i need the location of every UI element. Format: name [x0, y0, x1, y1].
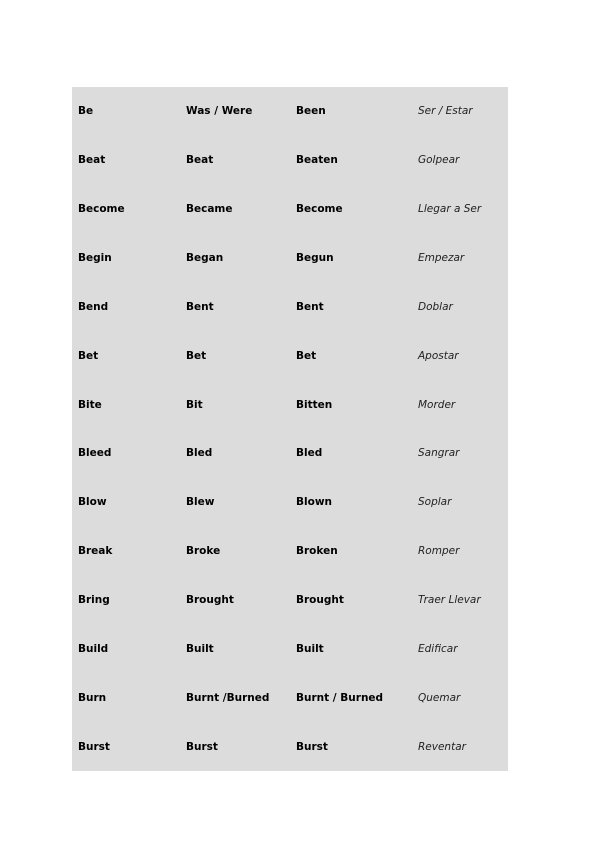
past-simple-cell: Bent	[186, 300, 214, 313]
translation-cell: Edificar	[418, 642, 458, 655]
base-form-cell: Be	[78, 105, 94, 118]
translation-cell: Romper	[418, 545, 460, 558]
past-participle-cell: Become	[296, 203, 343, 216]
past-participle-cell: Bet	[296, 349, 317, 362]
past-simple-cell: Bit	[186, 398, 203, 411]
past-participle-cell: Beaten	[296, 154, 338, 167]
past-simple-cell: Burst	[186, 740, 218, 753]
base-form-cell: Bite	[78, 398, 102, 411]
past-simple-cell: Was / Were	[186, 105, 253, 118]
base-form-cell: Burst	[78, 740, 110, 753]
past-participle-cell: Burst	[296, 740, 328, 753]
translation-cell: Quemar	[418, 691, 461, 704]
translation-cell: Apostar	[418, 349, 459, 362]
base-form-cell: Blow	[78, 496, 107, 509]
past-simple-cell: Beat	[186, 154, 214, 167]
past-simple-cell: Began	[186, 251, 224, 264]
past-simple-cell: Burnt /Burned	[186, 691, 270, 704]
irregular-verbs-table	[72, 87, 508, 771]
translation-cell: Traer Llevar	[418, 593, 481, 606]
past-simple-cell: Bled	[186, 447, 213, 460]
base-form-cell: Bet	[78, 349, 99, 362]
base-form-cell: Beat	[78, 154, 106, 167]
past-participle-cell: Burnt / Burned	[296, 691, 384, 704]
past-simple-cell: Blew	[186, 496, 215, 509]
translation-cell: Llegar a Ser	[418, 203, 482, 216]
base-form-cell: Bring	[78, 593, 110, 606]
past-participle-cell: Bitten	[296, 398, 333, 411]
past-participle-cell: Begun	[296, 251, 334, 264]
base-form-cell: Bleed	[78, 447, 112, 460]
base-form-cell: Bend	[78, 300, 109, 313]
past-participle-cell: Built	[296, 642, 324, 655]
translation-cell: Reventar	[418, 740, 466, 753]
past-participle-cell: Broken	[296, 545, 338, 558]
past-simple-cell: Bet	[186, 349, 207, 362]
base-form-cell: Begin	[78, 251, 112, 264]
past-simple-cell: Became	[186, 203, 233, 216]
past-participle-cell: Bled	[296, 447, 323, 460]
translation-cell: Ser / Estar	[418, 105, 473, 118]
translation-cell: Sangrar	[418, 447, 460, 460]
translation-cell: Doblar	[418, 300, 453, 313]
translation-cell: Morder	[418, 398, 456, 411]
translation-cell: Golpear	[418, 154, 460, 167]
past-participle-cell: Bent	[296, 300, 324, 313]
base-form-cell: Build	[78, 642, 109, 655]
past-participle-cell: Brought	[296, 593, 344, 606]
past-simple-cell: Brought	[186, 593, 234, 606]
base-form-cell: Become	[78, 203, 125, 216]
past-participle-cell: Been	[296, 105, 326, 118]
past-participle-cell: Blown	[296, 496, 332, 509]
translation-cell: Empezar	[418, 251, 465, 264]
base-form-cell: Burn	[78, 691, 107, 704]
past-simple-cell: Built	[186, 642, 214, 655]
base-form-cell: Break	[78, 545, 113, 558]
past-simple-cell: Broke	[186, 545, 221, 558]
translation-cell: Soplar	[418, 496, 452, 509]
